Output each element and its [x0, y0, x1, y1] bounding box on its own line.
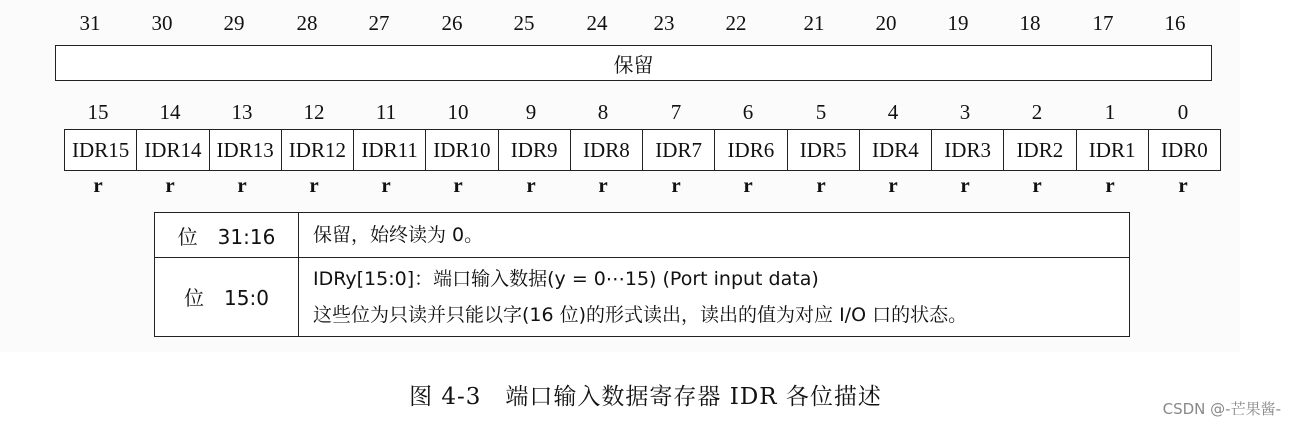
- watermark: CSDN @-芒果酱-: [1162, 400, 1281, 418]
- bit-number-17: 17: [1092, 11, 1114, 35]
- field-idr6: IDR6: [715, 130, 787, 170]
- bit-range-cell: 位 31:16: [155, 213, 299, 257]
- field-idr4: IDR4: [860, 130, 932, 170]
- access-mark-4: r: [888, 173, 898, 197]
- bit-number-30: 30: [151, 11, 173, 35]
- bit-number-8: 8: [597, 100, 609, 124]
- bit-number-25: 25: [513, 11, 535, 35]
- table-row: [155, 213, 1129, 258]
- bit-number-2: 2: [1031, 100, 1043, 124]
- bit-number-5: 5: [815, 100, 827, 124]
- bit-number-11: 11: [375, 100, 397, 124]
- field-idr8: IDR8: [571, 130, 643, 170]
- bit-number-4: 4: [887, 100, 899, 124]
- bit-number-1: 1: [1104, 100, 1116, 124]
- field-idr9: IDR9: [499, 130, 571, 170]
- bit-range-cell: 位 15:0: [155, 257, 299, 336]
- bit-number-12: 12: [303, 100, 325, 124]
- access-mark-0: r: [1178, 173, 1188, 197]
- bit-number-10: 10: [447, 100, 469, 124]
- bit-number-22: 22: [725, 11, 747, 35]
- access-mark-1: r: [1105, 173, 1115, 197]
- bit-number-20: 20: [875, 11, 897, 35]
- bit-number-15: 15: [87, 100, 109, 124]
- bit-number-21: 21: [803, 11, 825, 35]
- description-cell: [299, 257, 1129, 336]
- field-idr10: IDR10: [426, 130, 498, 170]
- bit-number-6: 6: [742, 100, 754, 124]
- bit-number-16: 16: [1164, 11, 1186, 35]
- bit-number-23: 23: [653, 11, 675, 35]
- bit-number-13: 13: [231, 100, 253, 124]
- bit-number-18: 18: [1019, 11, 1041, 35]
- access-mark-11: r: [381, 173, 391, 197]
- field-idr2: IDR2: [1004, 130, 1076, 170]
- bit-number-28: 28: [296, 11, 318, 35]
- bit-description-table: [154, 212, 1130, 337]
- bit-number-7: 7: [670, 100, 682, 124]
- field-idr11: IDR11: [354, 130, 426, 170]
- access-mark-6: r: [743, 173, 753, 197]
- field-idr1: IDR1: [1077, 130, 1149, 170]
- bit-number-14: 14: [159, 100, 181, 124]
- access-mark-9: r: [526, 173, 536, 197]
- access-mark-12: r: [309, 173, 319, 197]
- bit-number-27: 27: [368, 11, 390, 35]
- reserved-label: 保留: [613, 52, 654, 77]
- table-row: [155, 257, 1129, 336]
- reserved-field: [55, 45, 1212, 81]
- field-idr7: IDR7: [643, 130, 715, 170]
- field-idr15: IDR15: [65, 130, 137, 170]
- bit-number-9: 9: [525, 100, 537, 124]
- description-cell: [299, 213, 1129, 257]
- field-idr13: IDR13: [210, 130, 282, 170]
- access-mark-8: r: [598, 173, 608, 197]
- access-mark-5: r: [816, 173, 826, 197]
- bit-number-3: 3: [959, 100, 971, 124]
- access-mark-3: r: [960, 173, 970, 197]
- field-idr12: IDR12: [282, 130, 354, 170]
- access-mark-15: r: [93, 173, 103, 197]
- idr-field-row: [64, 129, 1221, 171]
- field-idr3: IDR3: [932, 130, 1004, 170]
- access-mark-2: r: [1032, 173, 1042, 197]
- access-mark-10: r: [453, 173, 463, 197]
- bit-number-29: 29: [223, 11, 245, 35]
- bit-number-31: 31: [79, 11, 101, 35]
- bit-number-26: 26: [441, 11, 463, 35]
- description-line: IDRy[15:0]：端口输入数据(y = 0⋯15) (Port input data): [313, 267, 819, 290]
- field-idr14: IDR14: [137, 130, 209, 170]
- figure-caption: 图 4-3 端口输入数据寄存器 IDR 各位描述: [409, 384, 882, 410]
- field-idr5: IDR5: [788, 130, 860, 170]
- description-line: 保留，始终读为 0。: [313, 224, 484, 246]
- description-line: 这些位为只读并只能以字(16 位)的形式读出，读出的值为对应 I/O 口的状态。: [313, 303, 968, 326]
- access-mark-14: r: [165, 173, 175, 197]
- field-idr0: IDR0: [1161, 137, 1208, 162]
- access-mark-13: r: [237, 173, 247, 197]
- bit-number-24: 24: [586, 11, 608, 35]
- access-mark-7: r: [671, 173, 681, 197]
- bit-number-0: 0: [1177, 100, 1189, 124]
- bit-number-19: 19: [947, 11, 969, 35]
